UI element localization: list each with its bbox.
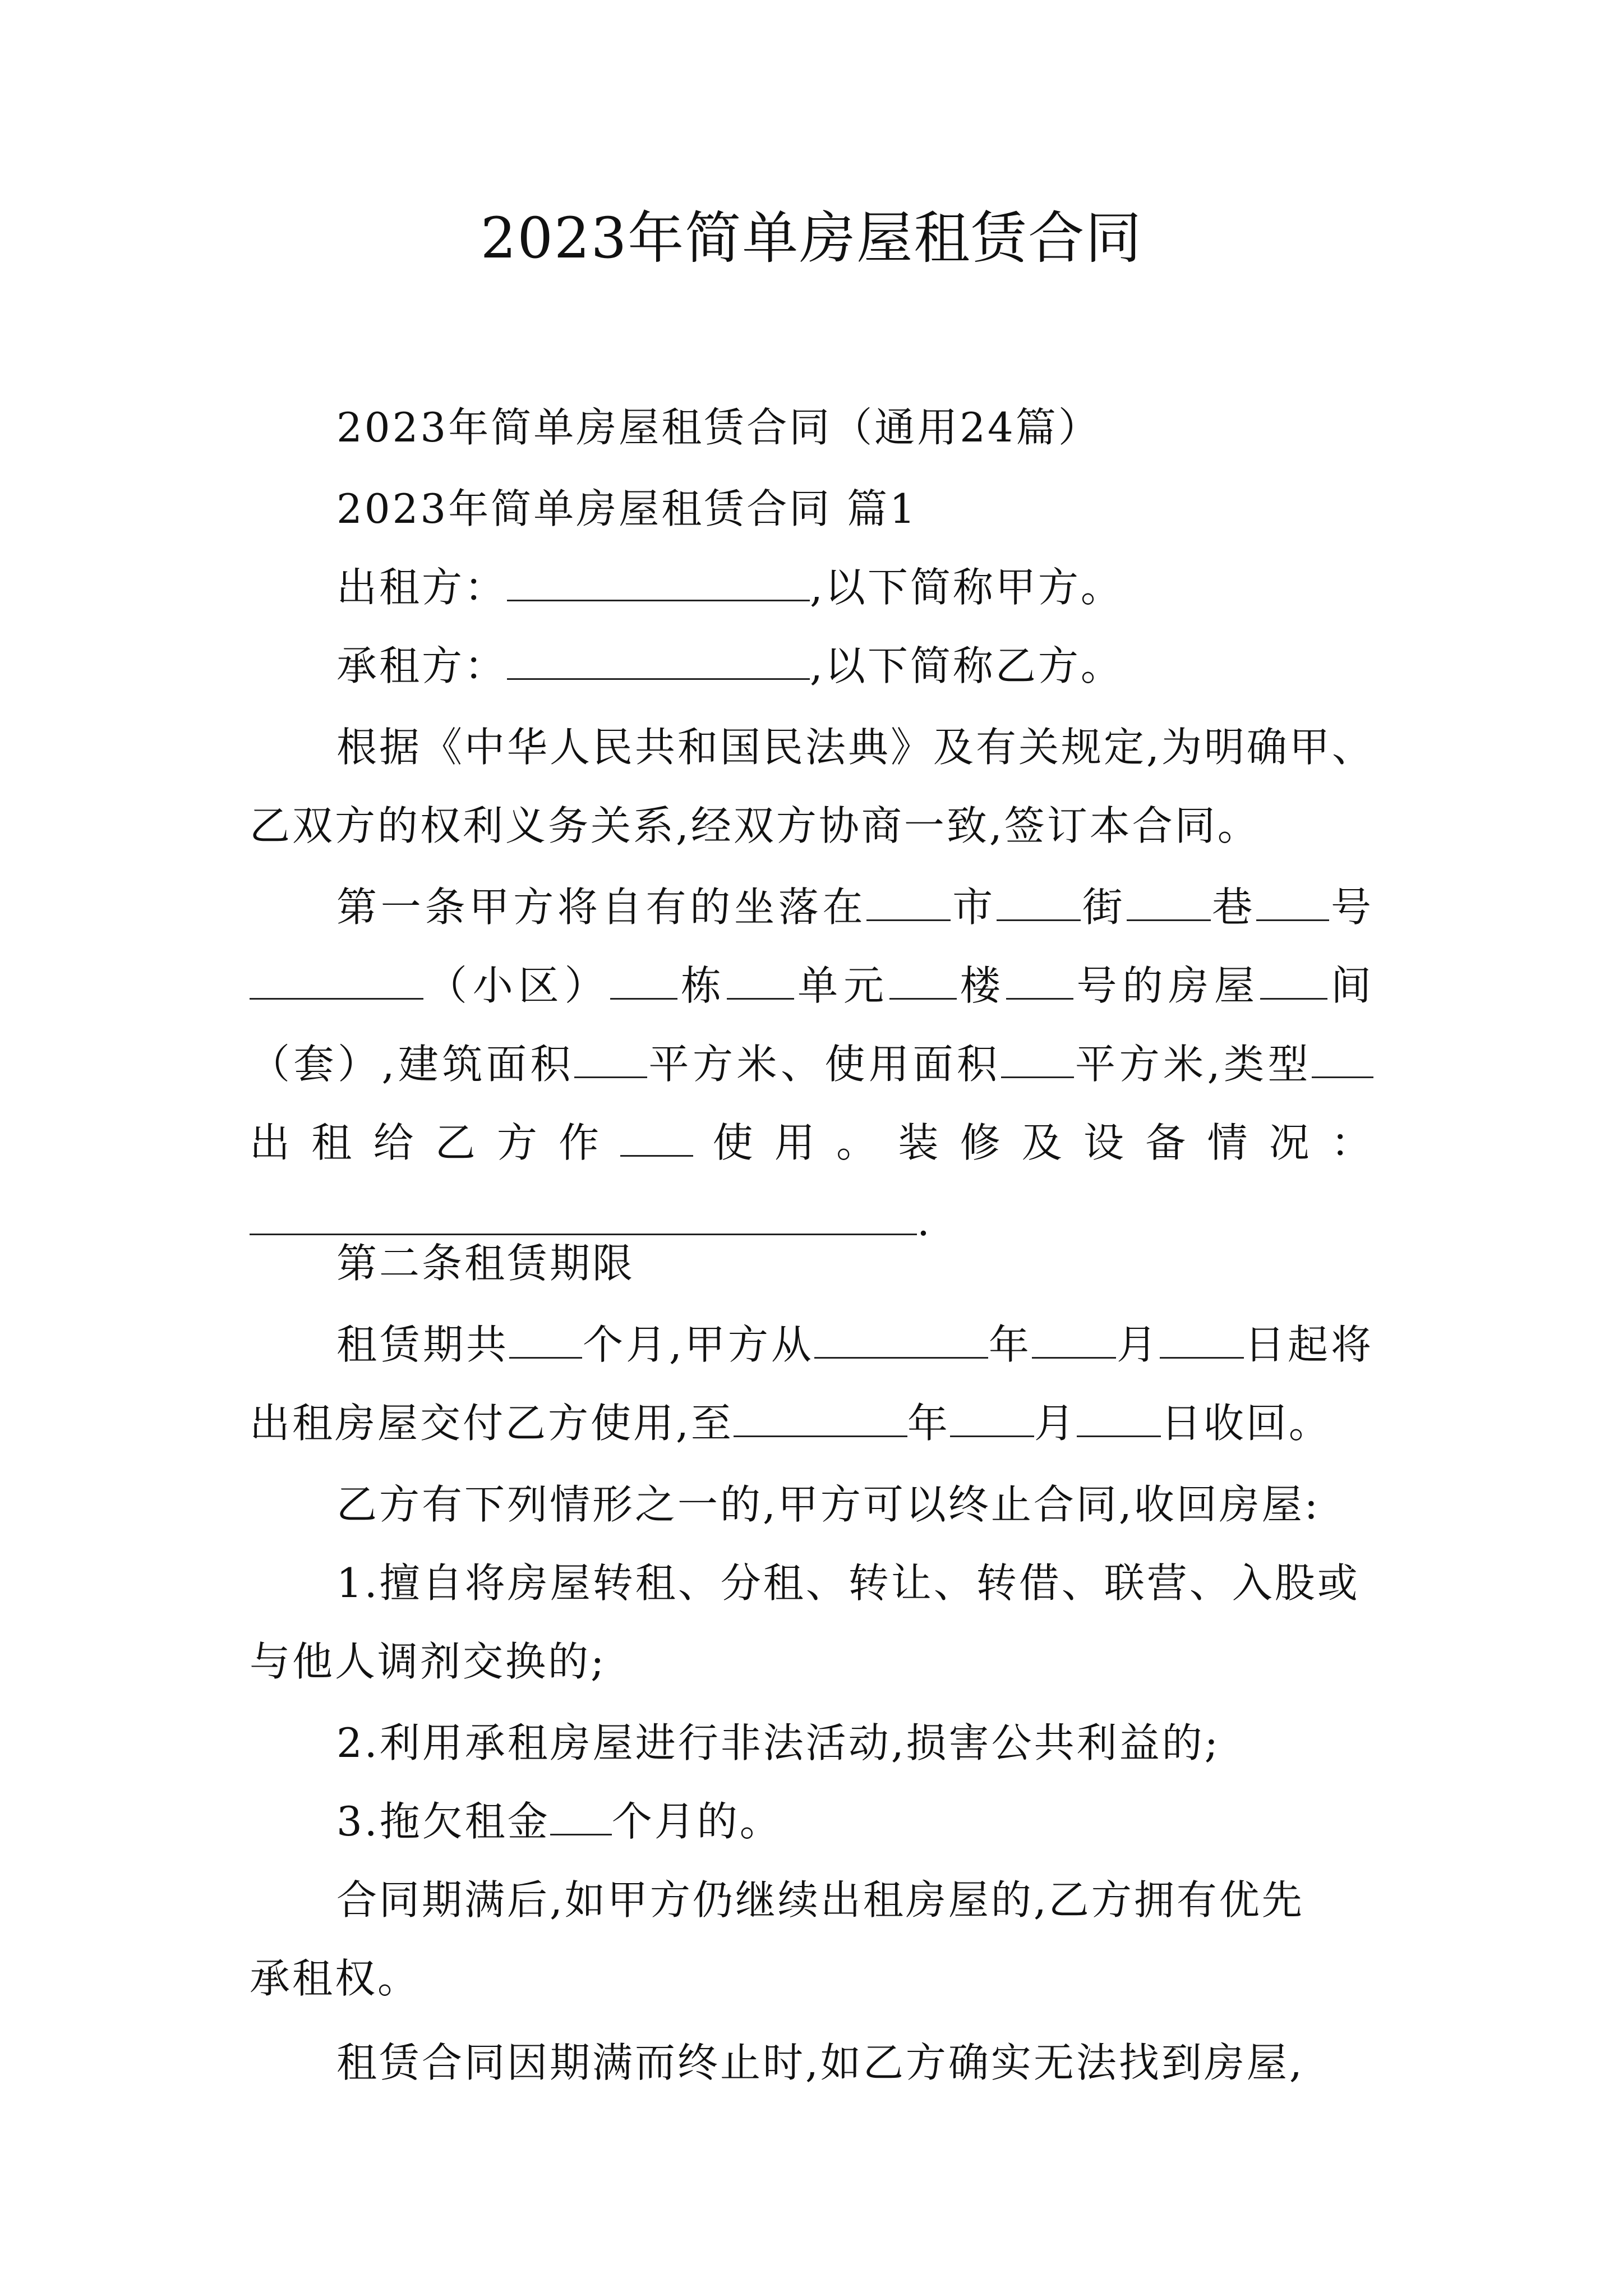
article1-text: . [917, 1198, 932, 1245]
blank-number [1256, 881, 1329, 921]
item-2: 2.利用承租房屋进行非法活动,损害公共利益的; [336, 1719, 1220, 1766]
blank-usable-area [1001, 1038, 1074, 1078]
document-title: 2023年简单房屋租赁合同 [480, 205, 1143, 271]
term-text: 租赁期共 [336, 1321, 510, 1368]
article1-text: 街 [1081, 884, 1127, 931]
blank-end-month [950, 1397, 1034, 1437]
lessee-label: 承租方： [336, 642, 508, 689]
blank-rooms [1260, 960, 1327, 1000]
article1-text: 巷 [1210, 884, 1257, 931]
article1-text: 栋 [677, 962, 727, 1009]
article1-text: 第一条甲方将自有的坐落在 [336, 884, 867, 931]
lessor-line [250, 547, 1373, 628]
blank-building [610, 960, 677, 1000]
article1-text: （套）,建筑面积 [250, 1041, 574, 1088]
intro-line-1: 根据《中华人民共和国民法典》及有关规定,为明确甲、 [336, 724, 1375, 771]
lessee-line [250, 625, 1373, 707]
article1-line-4 [250, 1102, 1373, 1184]
article1-text: 间 [1327, 962, 1373, 1009]
subtitle: 2023年简单房屋租赁合同（通用24篇） [336, 404, 1101, 451]
blank-arrears-months [550, 1796, 612, 1835]
term-text: 日起将 [1243, 1321, 1373, 1368]
blank-building-area [574, 1038, 647, 1078]
item-3 [250, 1781, 1373, 1862]
lessee-suffix: ,以下简称乙方。 [810, 642, 1123, 689]
term-text: 个月,甲方从 [582, 1321, 814, 1368]
article1-text: 号 [1329, 884, 1373, 931]
blank-usage [620, 1117, 693, 1157]
blank-start-year [814, 1319, 988, 1359]
blank-community [250, 960, 423, 1000]
renewal-line-2: 承租权。 [250, 1955, 421, 2002]
article1-line-3 [250, 1024, 1373, 1105]
term-text: 年 [988, 1321, 1032, 1368]
article1-text: （小区） [423, 962, 611, 1009]
termination-intro: 乙方有下列情形之一的,甲方可以终止合同,收回房屋: [336, 1481, 1321, 1528]
article1-line-1 [250, 867, 1373, 948]
article1-line-2 [250, 945, 1373, 1027]
article1-text: 市 [951, 884, 997, 931]
renewal-line-1: 合同期满后,如甲方仍继续出租房屋的,乙方拥有优先 [336, 1876, 1304, 1924]
blank-start-day [1160, 1319, 1244, 1359]
article1-text: 楼 [956, 962, 1006, 1009]
lessee-blank [507, 640, 810, 680]
blank-unit [727, 960, 794, 1000]
article1-text: 单元 [794, 962, 889, 1009]
term-text: 月 [1115, 1321, 1160, 1368]
blank-lane [1127, 881, 1211, 921]
item-3-text: 个月的。 [611, 1798, 782, 1845]
blank-start-month [1032, 1319, 1116, 1359]
term-text: 出租房屋交付乙方使用,至 [250, 1400, 734, 1447]
article2-heading: 第二条租赁期限 [336, 1240, 635, 1287]
chapter-heading: 2023年简单房屋租赁合同 篇1 [336, 485, 917, 532]
lessor-suffix: ,以下简称甲方。 [810, 564, 1123, 611]
article1-text: 号的房屋 [1073, 962, 1261, 1009]
article1-text: 出租给乙方作 [250, 1119, 621, 1166]
intro-line-2: 乙双方的权利义务关系,经双方协商一致,签订本合同。 [250, 802, 1260, 849]
article1-text: 平方米、使用面积 [647, 1041, 1001, 1088]
term-line-1 [250, 1304, 1373, 1386]
blank-end-year [734, 1397, 907, 1437]
expiry-line-1: 租赁合同因期满而终止时,如乙方确实无法找到房屋, [336, 2039, 1304, 2086]
blank-room-number [1006, 960, 1073, 1000]
blank-city [866, 881, 951, 921]
item-3-text: 3.拖欠租金 [336, 1798, 550, 1845]
blank-end-day [1077, 1397, 1161, 1437]
term-text: 年 [907, 1400, 950, 1447]
lessor-blank [507, 562, 810, 601]
article1-text: 平方米,类型 [1073, 1041, 1312, 1088]
term-line-2 [250, 1383, 1373, 1464]
blank-type [1312, 1038, 1373, 1078]
item-1-line-2: 与他人调剂交换的; [250, 1638, 607, 1685]
term-text: 日收回。 [1160, 1400, 1331, 1447]
article1-text: 使用。装修及设备情况： [693, 1119, 1373, 1166]
blank-months [509, 1319, 582, 1359]
lessor-label: 出租方： [336, 564, 508, 611]
term-text: 月 [1034, 1400, 1077, 1447]
blank-street [997, 881, 1081, 921]
item-1-line-1: 1.擅自将房屋转租、分租、转让、转借、联营、入股或 [336, 1559, 1360, 1607]
blank-floor [889, 960, 957, 1000]
